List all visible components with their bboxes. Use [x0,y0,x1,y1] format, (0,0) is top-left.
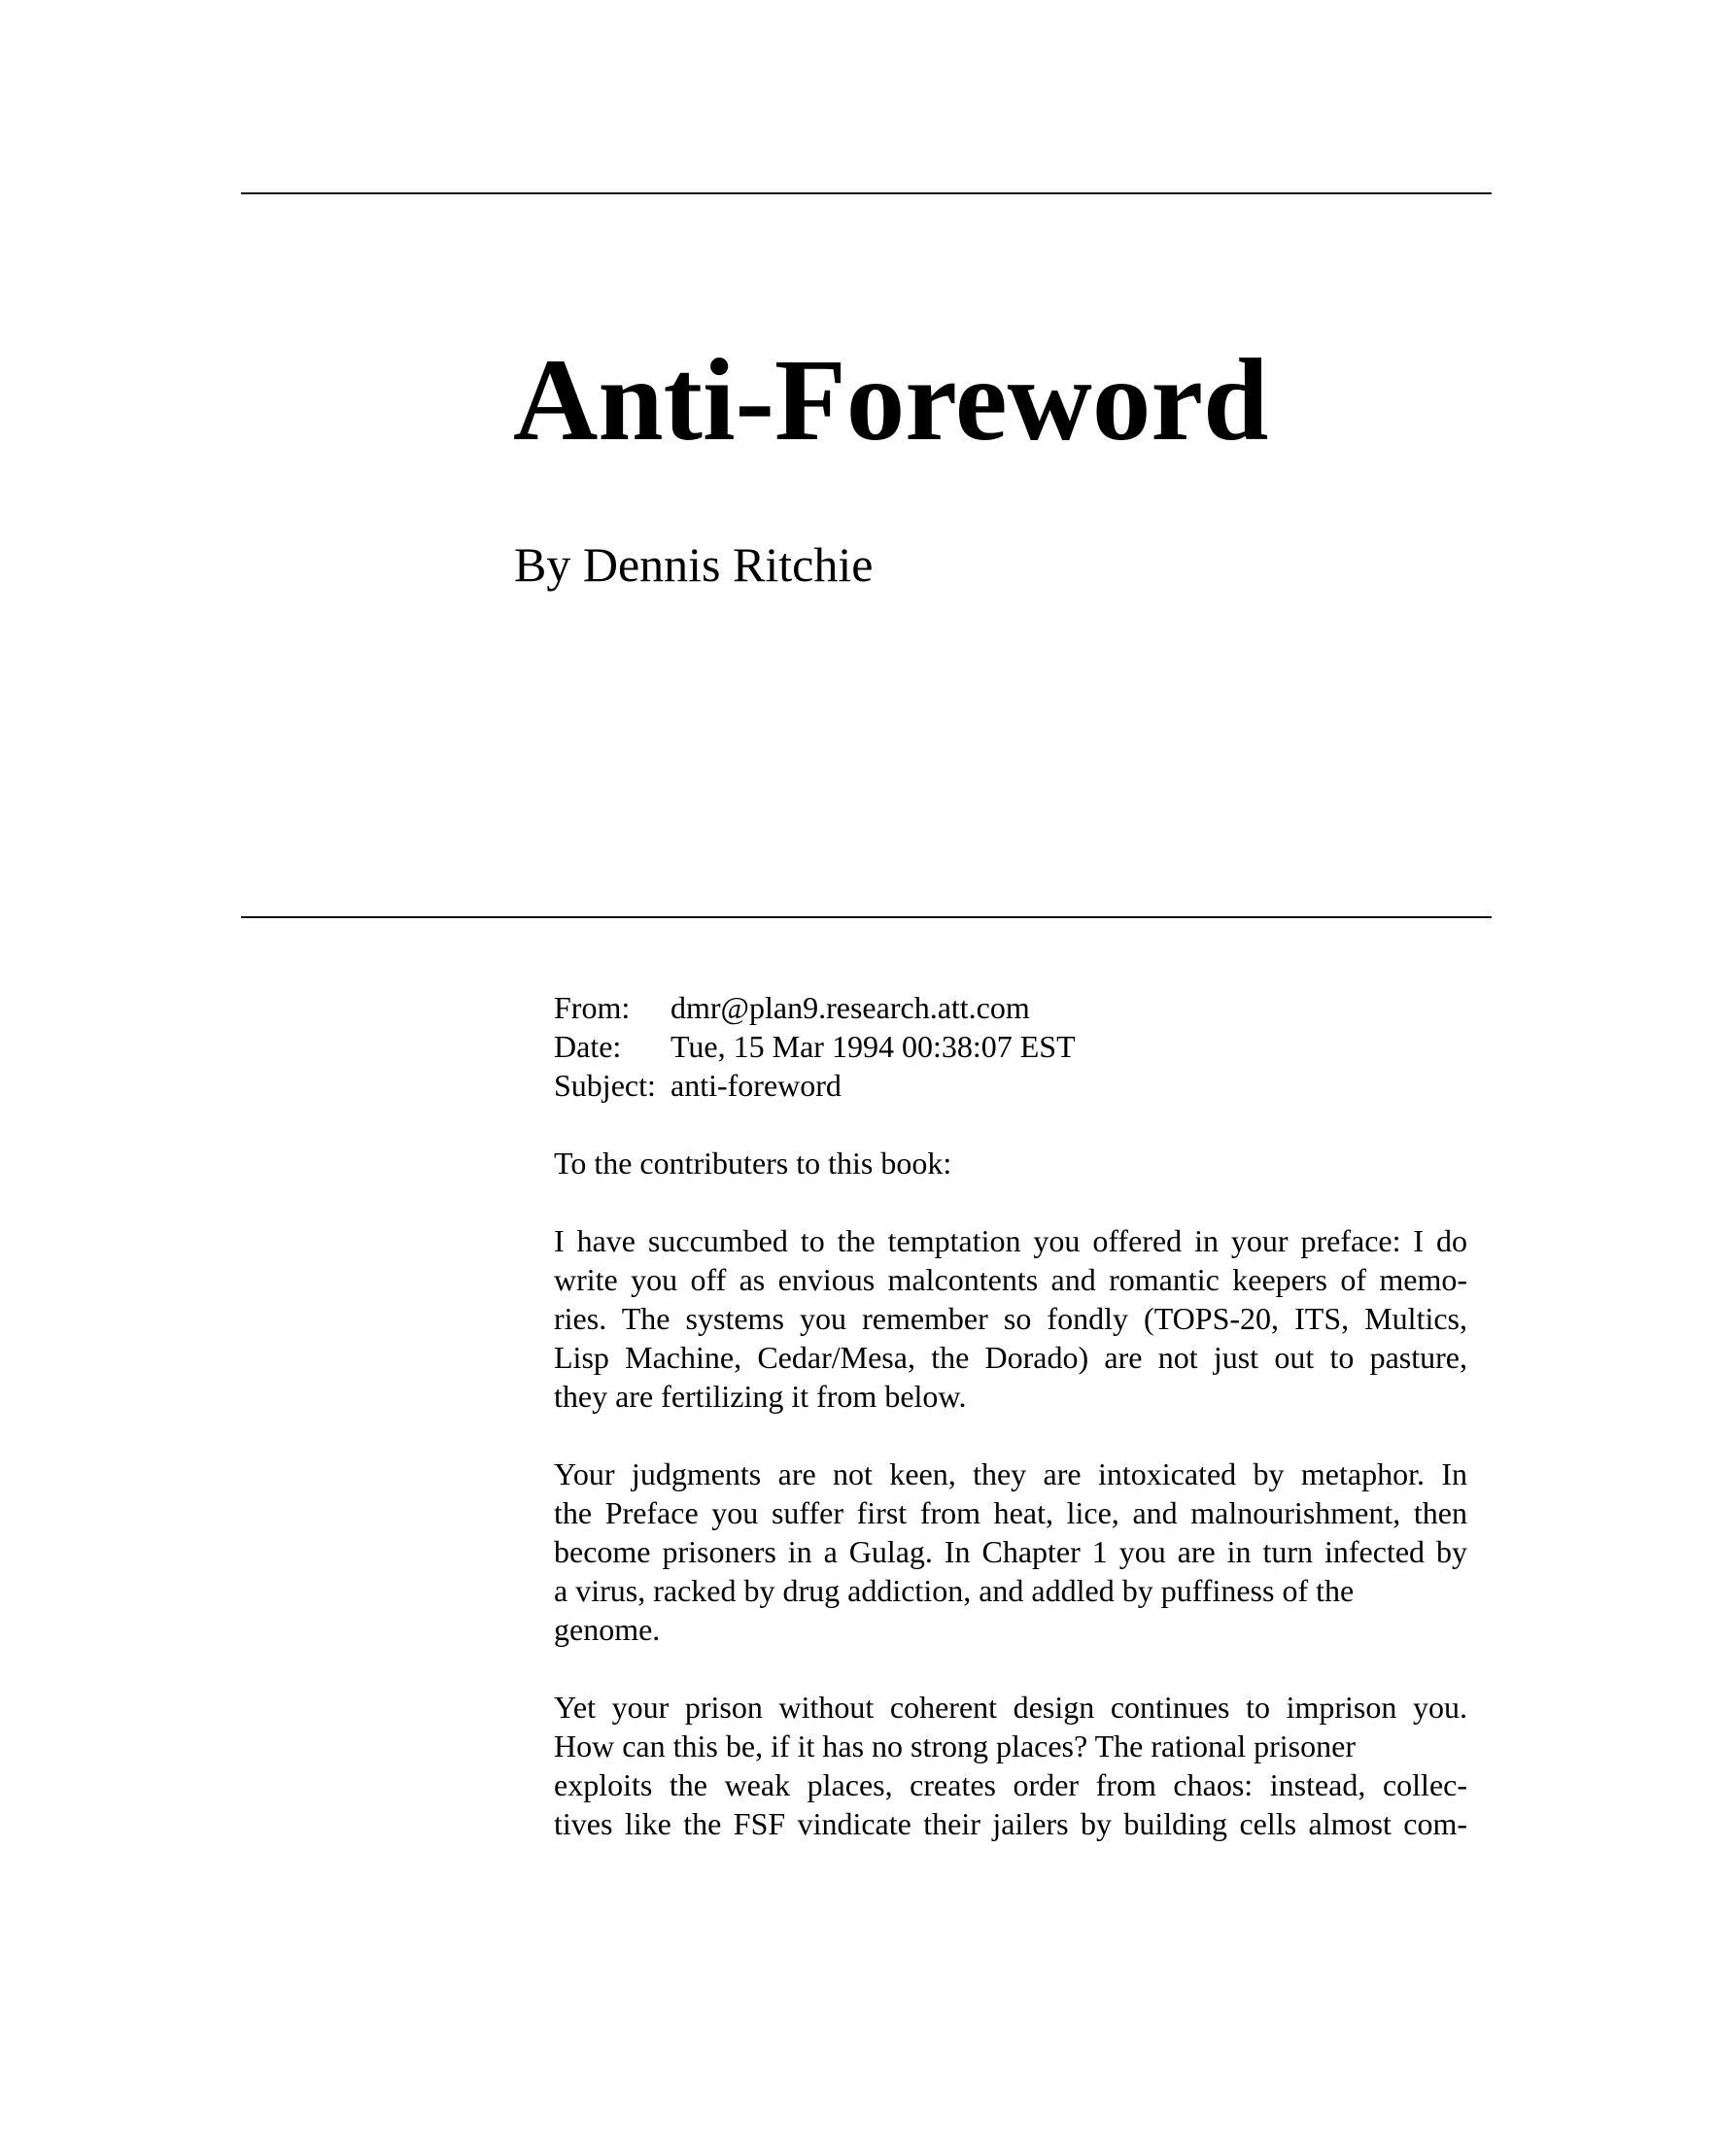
email-subject-value: anti-foreword [670,1068,842,1103]
email-subject-row [554,1066,1467,1105]
text-line: I have succumbed to the temptation you offered in your preface: I do [554,1223,1467,1258]
email-from-row [554,988,1467,1027]
paragraph-salutation [554,1144,1467,1182]
text-line: How can this be, if it has no strong places? The rational prisoner [554,1728,1356,1763]
email-from-label: From: [554,990,631,1025]
text-line: write you off as envious malcontents and romantic keepers of memo- [554,1262,1467,1297]
email-date-value: Tue, 15 Mar 1994 00:38:07 EST [670,1029,1076,1064]
text-line: the Preface you suffer first from heat, lice, and malnourishment, then [554,1495,1467,1530]
text-line: To the contributers to this book: [554,1146,952,1181]
paragraph-2 [554,1454,1467,1649]
text-line: tives like the FSF vindicate their jailers by building cells almost com- [554,1806,1467,1841]
bottom-rule [241,916,1492,918]
paragraph-1 [554,1221,1467,1416]
paragraph-3 [554,1688,1467,1843]
text-line: ries. The systems you remember so fondly (TOPS-20, ITS, Multics, [554,1301,1467,1336]
text-line: Yet your prison without coherent design continues to imprison you. [554,1690,1467,1725]
page-title: Anti-Foreword [513,335,1269,465]
email-date-row [554,1027,1467,1066]
byline: By Dennis Ritchie [514,537,874,592]
email-body [554,988,1467,1843]
text-line: Your judgments are not keen, they are intoxicated by metaphor. In [554,1456,1467,1491]
text-line: genome. [554,1612,661,1647]
text-line: they are fertilizing it from below. [554,1379,967,1414]
text-line: a virus, racked by drug addiction, and addled by puffiness of the [554,1573,1355,1608]
text-line: Lisp Machine, Cedar/Mesa, the Dorado) are not just out to pasture, [554,1340,1467,1375]
email-date-label: Date: [554,1029,622,1064]
email-from-value: dmr@plan9.research.att.com [670,990,1030,1025]
top-rule [241,192,1492,194]
email-subject-label: Subject: [554,1068,656,1103]
text-line: become prisoners in a Gulag. In Chapter 1 you are in turn infected by [554,1534,1467,1569]
text-line: exploits the weak places, creates order from chaos: instead, collec- [554,1767,1467,1802]
